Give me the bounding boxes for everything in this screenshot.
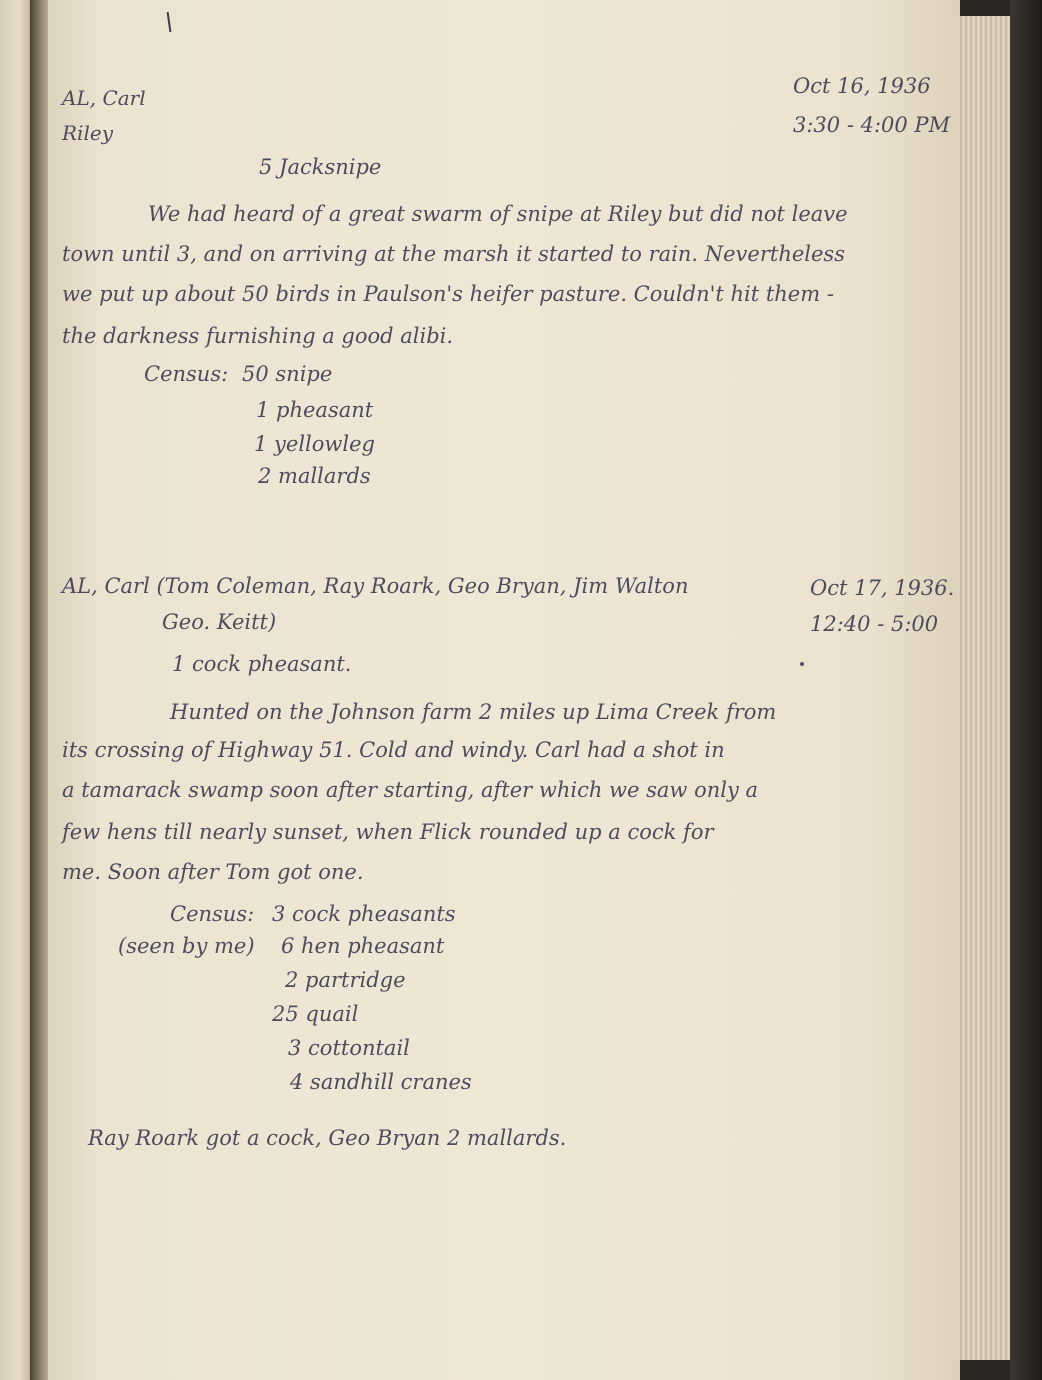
entry1-narrative-line: town until 3, and on arriving at the marsh it started to rain. Nevertheless [62, 242, 845, 266]
entry1-narrative-line: We had heard of a great swarm of snipe at Riley but did not leave [148, 202, 848, 226]
entry1-date: Oct 16, 1936 [793, 74, 931, 98]
entry1-narrative-line: the darkness furnishing a good alibi. [62, 324, 454, 348]
entry1-census-item: 2 mallards [258, 464, 371, 488]
facing-page-edge [0, 0, 34, 1380]
entry1-census-item: 50 snipe [242, 362, 333, 386]
entry1-bag: 5 Jacksnipe [259, 155, 382, 179]
page-stack-edges [958, 16, 1013, 1360]
book-cover-edge [1010, 0, 1042, 1380]
entry2-time: 12:40 - 5:00 [810, 612, 939, 636]
entry2-narrative-line: me. Soon after Tom got one. [62, 860, 364, 884]
entry2-people-line1: AL, Carl (Tom Coleman, Ray Roark, Geo Bryan, Jim Walton [62, 574, 689, 598]
entry2-people-line2: Geo. Keitt) [162, 610, 277, 634]
entry1-narrative-line: we put up about 50 birds in Paulson's heifer pasture. Couldn't hit them - [62, 282, 834, 306]
entry1-census-label: Census: [144, 362, 229, 386]
entry2-census-item: 3 cock pheasants [272, 902, 456, 926]
entry1-census-item: 1 yellowleg [254, 432, 375, 456]
entry2-census-note: (seen by me) [118, 934, 255, 958]
entry2-census-item: 2 partridge [285, 968, 406, 992]
entry1-people: AL, Carl [62, 86, 146, 110]
entry2-census-item: 3 cottontail [288, 1036, 410, 1060]
entry2-narrative-line: its crossing of Highway 51. Cold and windy. Carl had a shot in [62, 738, 725, 762]
entry2-narrative-line: a tamarack swamp soon after starting, after which we saw only a [62, 778, 759, 802]
entry1-time: 3:30 - 4:00 PM [793, 113, 951, 137]
entry2-census-item: 4 sandhill cranes [290, 1070, 472, 1094]
entry2-bag: 1 cock pheasant. [172, 652, 352, 676]
entry1-census-item: 1 pheasant [256, 398, 374, 422]
entry2-narrative-line: few hens till nearly sunset, when Flick rounded up a cock for [62, 820, 714, 844]
entry2-census-item: 25 quail [272, 1002, 359, 1026]
entry2-census-item: 6 hen pheasant [281, 934, 445, 958]
entry2-census-label: Census: [170, 902, 255, 926]
entry2-date: Oct 17, 1936. [810, 576, 955, 600]
entry2-narrative-line: Hunted on the Johnson farm 2 miles up Lima Creek from [170, 700, 777, 724]
ink-dot [800, 662, 804, 666]
entry2-footer-note: Ray Roark got a cock, Geo Bryan 2 mallards. [88, 1126, 567, 1150]
entry1-place: Riley [62, 121, 113, 145]
